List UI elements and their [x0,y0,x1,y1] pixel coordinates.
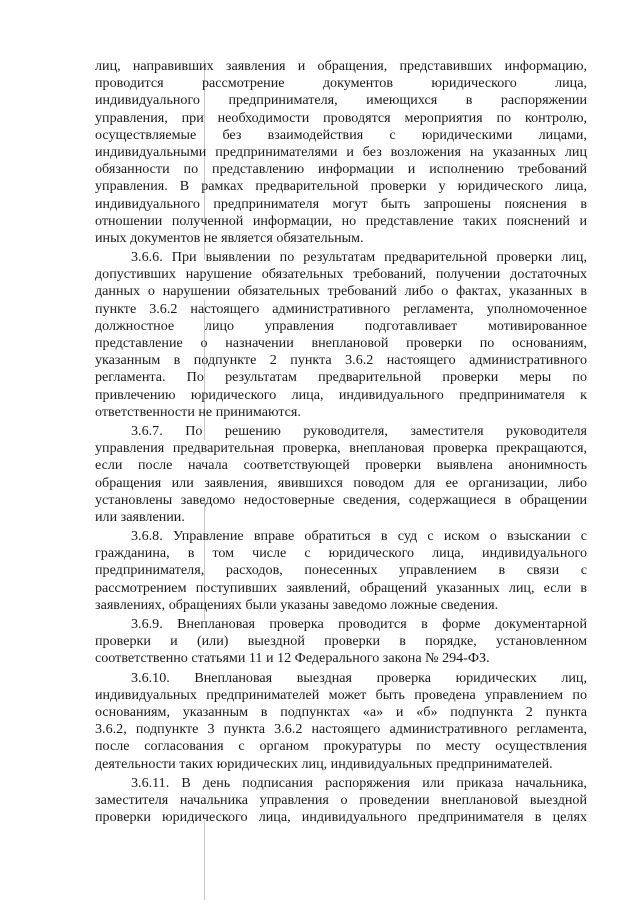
text-line: 3.6.8. Управление вправе обратиться в суд с иском о взыскании с [131,528,587,545]
text-line: 3.6.11. В день подписания распоряжения или приказа начальника, [131,774,587,791]
text-line: обращения или заявления, явившихся поводом для ее организации, либо [95,474,587,491]
scan-fold-line [204,820,205,900]
text-line: иных документов не является обязательным. [95,229,364,246]
text-line: соответственно статьями 11 и 12 Федерального закона № 294-ФЗ. [95,650,490,667]
text-line: основаниям, указанным в подпунктах «а» и «б» подпункта 2 пункта [95,703,587,720]
text-line: допустивших нарушение обязательных требований, получении достаточных [95,266,587,283]
text-line: указанным в подпункте 2 пункта 3.6.2 настоящего административного [95,352,587,369]
text-line: если после начала соответствующей проверки выявлена анонимность [95,457,587,474]
text-line: осуществляемые без взаимодействия с юридическими лицами, [95,126,587,143]
text-line: лиц, направивших заявления и обращения, представивших информацию, [95,58,587,74]
text-line: ответственности не принимаются. [95,403,301,420]
text-line: 3.6.6. При выявлении по результатам предварительной проверки лиц, [131,249,587,266]
text-line: или заявлении. [95,508,185,525]
text-line: индивидуального предпринимателя, имеющихся в распоряжении [95,92,587,109]
text-line: пункте 3.6.2 настоящего административного регламента, уполномоченное [95,300,587,317]
text-line: после согласования с органом прокуратуры по месту осуществления [95,738,587,755]
text-line: установлены заведомо недостоверные сведения, содержащиеся в обращении [95,491,587,508]
text-line: предпринимателя, расходов, понесенных управлением в связи с [95,562,587,579]
text-line: гражданина, в том числе с юридического лица, индивидуального [95,545,587,562]
text-line: 3.6.10. Внеплановая выездная проверка юридических лиц, [131,669,587,686]
text-line: проводится рассмотрение документов юридического лица, [95,75,587,92]
text-line: заявлениях, обращениях были указаны заведомо ложные сведения. [95,596,499,613]
text-line: представление о назначении внеплановой проверки по основаниям, [95,335,587,351]
text-line: рассмотрением поступивших заявлений, обращений указанных лиц, если в [95,579,587,596]
text-line: управления, при необходимости проводятся мероприятия по контролю, [95,109,587,126]
text-line: регламента. По результатам предварительной проверки меры по [95,369,587,386]
text-line: должностное лицо управления подготавливает мотивированное [95,317,587,334]
text-line: заместителя начальника управления о проведении внеплановой выездной [95,791,587,808]
paragraph-p-3-6-9 [95,616,587,668]
text-line: индивидуальными предпринимателями и без возложения на указанных лиц [95,143,587,160]
text-line: 3.6.2, подпункте 3 пункта 3.6.2 настоящего административного регламента, [95,721,587,738]
text-line: управления. В рамках предварительной проверки у юридического лица, [95,178,587,195]
document-body [95,58,587,826]
paragraph-p-3-6-6 [95,249,587,421]
text-line: 3.6.7. По решению руководителя, заместителя руководителя [131,422,587,439]
text-line: деятельности таких юридических лиц, индивидуальных предпринимателей. [95,755,553,772]
text-line: 3.6.9. Внеплановая проверка проводится в форме документарной [131,616,587,632]
text-line: индивидуальных предпринимателей может быть проведена управлением по [95,686,587,703]
text-line: отношении полученной информации, но представление таких пояснений и [95,212,587,229]
paragraph-p-3-6-10 [95,670,587,773]
text-line: индивидуального предпринимателя могут быть запрошены пояснения в [95,195,587,212]
text-line: данных о нарушении обязательных требований либо о фактах, указанных в [95,283,587,300]
text-line: проверки юридического лица, индивидуального предпринимателя в целях [95,809,587,826]
paragraph-p-3-6-11 [95,775,587,827]
text-line: обязанности по представлению информации и исполнению требований [95,161,587,178]
text-line: управления предварительная проверка, внеплановая проверка прекращаются, [95,440,587,457]
text-line: привлечению юридического лица, индивидуального предпринимателя к [95,386,587,403]
text-line: проверки и (или) выездной проверки в порядке, установленном [95,633,587,650]
paragraph-p-continued [95,58,587,247]
paragraph-p-3-6-8 [95,528,587,614]
paragraph-p-3-6-7 [95,423,587,526]
